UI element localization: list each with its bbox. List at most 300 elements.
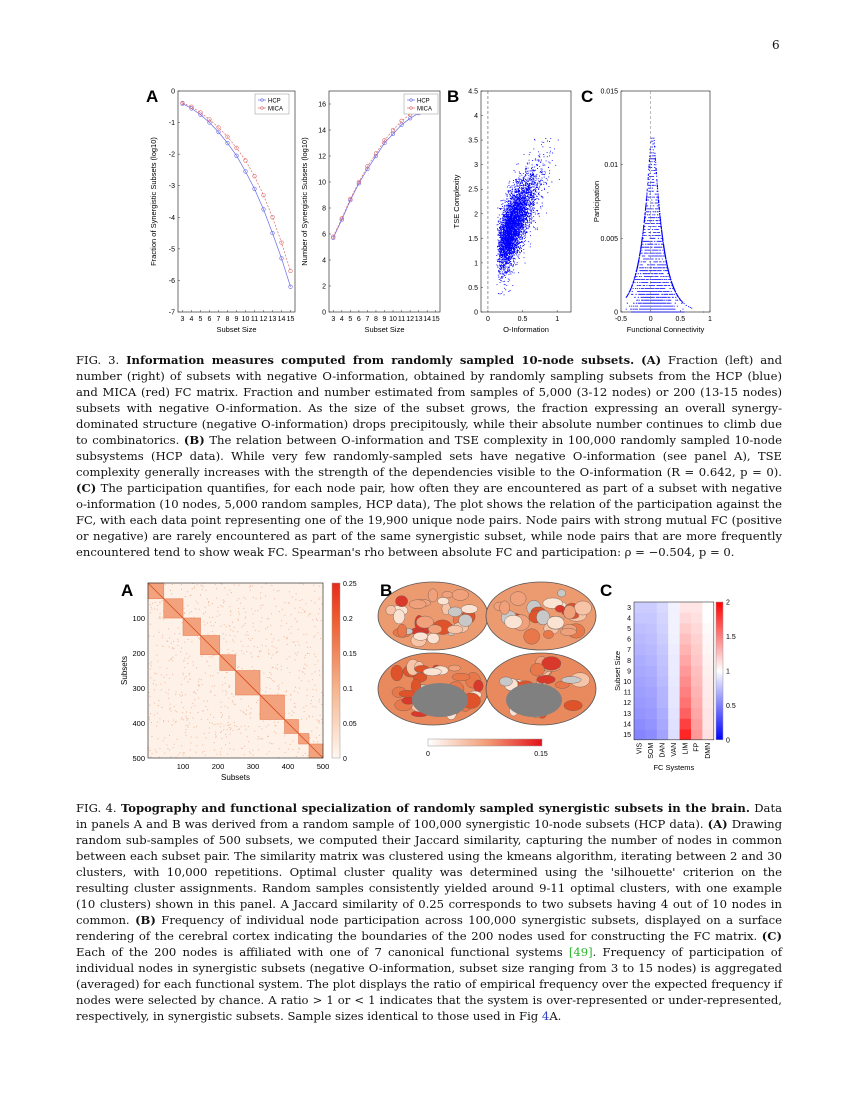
plot-3c-ytick-label: 0: [614, 309, 618, 317]
plot-4c-cell: [680, 697, 692, 708]
plot-4c-cell: [645, 634, 657, 645]
plot-3c-xtick-label: -0.5: [614, 316, 628, 323]
plot-4c-col-label: DAN: [659, 742, 667, 758]
cortical-parcel: [564, 605, 576, 619]
plot-4c-cell: [702, 729, 714, 740]
plot-4c-cell: [657, 623, 669, 634]
plot-4c-cell: [645, 719, 657, 730]
plot-3a-left-series-HCP: [183, 104, 291, 287]
plot-4c-cell: [668, 602, 680, 613]
plot-4a-xtick-label: 300: [246, 762, 260, 771]
plot-4c-col-label: VIS: [636, 742, 644, 755]
citation-49[interactable]: [49]: [568, 945, 593, 959]
plot-3a-left-point-MICA: [289, 269, 293, 273]
plot-3a-right-ytick-label: 2: [322, 283, 326, 291]
plot-4c-cell: [634, 697, 646, 708]
plot-4c-cell: [645, 697, 657, 708]
plot-4c-cell: [691, 602, 703, 613]
plot-3a-left-axes-frame: [178, 91, 295, 312]
plot-4c-cell: [691, 623, 703, 634]
plot-3a-right-ylabel: Number of Synergistic Subsets (log10): [300, 137, 309, 266]
cortical-parcel: [505, 615, 523, 628]
cortical-parcel: [560, 628, 576, 636]
plot-3a-right-xtick-label: 3: [331, 316, 336, 323]
plot-3a-right-xtick-label: 7: [365, 316, 370, 323]
plot-4c-cell: [657, 613, 669, 624]
fig4-body-c3: A.: [549, 1009, 562, 1023]
plot-4c-cell: [680, 613, 692, 624]
plot-3a-right-ytick-label: 6: [322, 231, 326, 239]
plot-4c-row-label: 12: [623, 700, 631, 708]
plot-4a-xlabel: Subsets: [221, 773, 250, 782]
plot-4c-cell: [645, 613, 657, 624]
plot-4c-cell: [645, 729, 657, 740]
fig3-label: FIG. 3.: [76, 353, 120, 367]
plot-4c-cell: [634, 676, 646, 687]
plot-4c-cell: [634, 623, 646, 634]
plot-4c-cell: [657, 602, 669, 613]
cortical-parcel: [393, 610, 404, 624]
cortical-parcel: [543, 630, 553, 638]
cortical-parcel: [449, 665, 461, 671]
plot-4a-ytick-label: 500: [132, 754, 145, 763]
plot-4a-xtick-label: 400: [281, 762, 295, 771]
plot-4c-cell: [634, 602, 646, 613]
plot-4c-row-label: 15: [623, 732, 631, 739]
fig4-b-label: (B): [135, 913, 156, 927]
panel-letter-3a: A: [146, 87, 159, 106]
plot-4a-cbar-tick: 0.15: [343, 651, 357, 658]
plot-4c-cell: [657, 687, 669, 698]
plot-4c-col-label: SOM: [648, 742, 656, 759]
plot-3c-ytick-label: 0.015: [600, 88, 618, 96]
plot-3a-left-ytick-label: -5: [168, 246, 175, 254]
plot-4a-colorbar: [332, 583, 340, 758]
fig4-body-a: Drawing random sub-samples of 500 subsets, we computed their Jaccard similarity, capturing the number of nodes in common between each subset pair. The similarity matrix was clustered using the kmeans algorithm, iterating between 2 and 30 clusters, with 10,000 repetitions. Optimal cluster quality was determined using the 'silhouette' criterion on the resulting cluster assignments. Random samples consistently yielded around 9-11 optimal clusters, with one example (10 clusters) shown in this panel. A Jaccard similarity of 0.25 corresponds to two subsets having 4 out of 10 nodes in common.: [76, 817, 782, 927]
plot-3a-left-ytick-label: -1: [168, 120, 175, 128]
plot-4c-cell: [691, 666, 703, 677]
plot-4c-cell: [645, 687, 657, 698]
plot-3a-left-xtick-label: 10: [241, 316, 250, 323]
plot-4c-cell: [634, 708, 646, 719]
cortical-parcel: [409, 600, 426, 609]
cbar-4b-tick-0: 0: [426, 751, 430, 758]
plot-3c-points: [626, 138, 704, 312]
plot-4c-cell: [657, 644, 669, 655]
plot-4c-cell: [691, 644, 703, 655]
plot-4c-col-label: VAN: [670, 742, 678, 757]
plot-4c-cell: [691, 655, 703, 666]
plot-4c-cell: [668, 655, 680, 666]
plot-3a-left-ytick-label: -2: [168, 151, 175, 159]
plot-3a-right-xtick-label: 9: [382, 316, 387, 323]
plot-4a-cbar-tick: 0.1: [343, 686, 353, 693]
plot-4c-cell: [691, 613, 703, 624]
plot-3a-right-point-MICA: [400, 119, 404, 123]
plot-4c-row-label: 4: [627, 615, 631, 623]
figure-3-caption: [76, 352, 782, 560]
cortical-parcel: [448, 607, 462, 617]
plot-4c-cell: [691, 697, 703, 708]
cortical-parcel: [423, 668, 441, 676]
cortical-parcel: [413, 632, 427, 640]
plot-3a-right-ytick-label: 0: [322, 309, 326, 317]
plot-4c-cbar-tick: 0: [726, 737, 730, 745]
cortical-parcel: [474, 680, 484, 692]
plot-3a-left-point-MICA: [262, 193, 266, 197]
plot-4c-row-label: 11: [623, 689, 631, 697]
plot-4c-cell: [634, 729, 646, 740]
plot-3b-ytick-label: 1: [474, 260, 478, 268]
fig4-title: Topography and functional specialization of randomly sampled synergistic subsets in the brain.: [120, 801, 750, 815]
panel-letter-3c: C: [581, 87, 594, 106]
plot-4c-cbar-tick: 1.5: [726, 633, 736, 641]
plot-4c-cell: [668, 697, 680, 708]
plot-4c-cell: [680, 602, 692, 613]
plot-4c-cell: [657, 676, 669, 687]
plot-4c-cell: [634, 634, 646, 645]
plot-4c-row-label: 10: [623, 679, 631, 686]
plot-4c-cell: [702, 666, 714, 677]
plot-4c-cell: [680, 729, 692, 740]
plot-4c-row-label: 8: [627, 657, 631, 665]
plot-4c-cbar-tick: 1: [726, 668, 730, 676]
plot-3a-left-ytick-label: -7: [168, 309, 175, 317]
plot-3a-left-xtick-label: 13: [268, 316, 277, 323]
plot-4c-row-label: 14: [623, 721, 631, 729]
fig4-body-c2: . Frequency of participation of individual nodes in synergistic subsets (negative O-information, subset size ranging from 3 to 15 nodes) is aggregated (averaged) for each functional system. The plot displays the ratio of empirical frequency over the expected frequency if nodes were selected by chance. A ratio > 1 or < 1 indicates that the system is over-represented or under-represented, respectively, in synergistic subsets. Sample sizes identical to those used in Fig: [76, 945, 782, 1023]
plot-3c-xtick-label: 0: [648, 316, 653, 323]
plot-4c-cell: [680, 623, 692, 634]
plot-3a-left-xtick-label: 8: [225, 316, 230, 323]
plot-3c-ytick-label: 0.01: [604, 162, 618, 170]
plot-3a-left-xtick-label: 9: [234, 316, 239, 323]
plot-4c-cell: [691, 634, 703, 645]
plot-3b-ytick-label: 2.5: [468, 186, 478, 194]
plot-3c-ytick-label: 0.005: [600, 235, 618, 243]
plot-4c-cell: [645, 655, 657, 666]
plot-4c-row-label: 9: [627, 668, 631, 676]
cortical-parcel: [564, 700, 582, 710]
plot-4c-cell: [657, 655, 669, 666]
plot-4c-cell: [668, 634, 680, 645]
plot-4c-cell: [702, 697, 714, 708]
plot-3a-left-xtick-label: 3: [180, 316, 185, 323]
plot-3a-left-xtick-label: 6: [207, 316, 212, 323]
plot-4c-cell: [657, 719, 669, 730]
cortical-parcel: [524, 629, 540, 645]
plot-4c-col-label: LIM: [682, 742, 690, 755]
fig4-label: FIG. 4.: [76, 801, 117, 815]
cortical-parcel: [391, 665, 403, 681]
plot-4c-xlabel: FC Systems: [653, 762, 695, 772]
plot-4c-cell: [657, 697, 669, 708]
fig-ref-4[interactable]: 4: [541, 1009, 550, 1023]
plot-4c-cell: [634, 613, 646, 624]
plot-4c-cell: [680, 634, 692, 645]
plot-3a-left-legend-label: MICA: [268, 106, 283, 113]
cortical-parcel: [396, 596, 408, 607]
plot-3a-right-xtick-label: 12: [406, 316, 415, 323]
cortical-parcel: [398, 624, 407, 637]
panel-letter-4a: A: [121, 581, 134, 600]
plot-4c-cell: [702, 719, 714, 730]
plot-4c-cell: [645, 602, 657, 613]
fig3-body-b: The relation between O-information and TSE complexity in 100,000 randomly sampled 10-node subsystems (HCP data). While very few randomly-sampled sets have negative O-information (see panel A), TSE complexity generally increases with the strength of the dependencies visible to the O-information (R = 0.642, p = 0).: [76, 433, 782, 479]
plot-3a-left-series-MICA: [183, 103, 291, 271]
plot-3a-left-xtick-label: 11: [250, 316, 259, 323]
fig4-c-label: (C): [761, 929, 782, 943]
plot-3a-left-xlabel: Subset Size: [216, 325, 257, 334]
plot-4c-cell: [680, 644, 692, 655]
plot-4c-cell: [680, 655, 692, 666]
plot-4a-cbar-tick: 0: [343, 756, 347, 763]
plot-3a-right-xtick-label: 5: [348, 316, 353, 323]
plot-4c-cell: [702, 676, 714, 687]
figure-4: [0, 572, 850, 782]
plot-4c-cell: [634, 687, 646, 698]
plot-4c-cell: [680, 708, 692, 719]
plot-4c-cell: [680, 666, 692, 677]
fig3-c-label: (C): [76, 481, 97, 495]
plot-3a-left-xtick-label: 5: [198, 316, 203, 323]
plot-4c-cell: [645, 708, 657, 719]
plot-3a-right-xtick-label: 14: [423, 316, 432, 323]
plot-3a-right-xtick-label: 15: [431, 316, 440, 323]
plot-4a-ytick-label: 100: [132, 614, 145, 623]
plot-3b-ytick-label: 1.5: [468, 235, 478, 243]
plot-3b-ytick-label: 3: [474, 162, 478, 170]
plot-3b-xtick-label: 1: [555, 316, 560, 323]
plot-3a-right-xtick-label: 13: [414, 316, 423, 323]
plot-3a-left-point-MICA: [244, 159, 248, 163]
chart-fc-systems: [613, 600, 736, 772]
plot-4c-cell: [668, 644, 680, 655]
plot-3a-left-xtick-label: 7: [216, 316, 221, 323]
plot-4c-cell: [702, 623, 714, 634]
fig3-body-c: The participation quantifies, for each node pair, how often they are encountered as part of a subset with negative o-information (10 nodes, 5,000 random samples, HCP data), The plot shows the relation of the participation against the FC, with each data point representing one of the 19,900 unique node pairs. Node pairs with strong mutual FC (positive or negative) are rarely encountered as part of the same synergistic subset, while node pairs that are more frequently encountered tend to show weak FC. Spearman's rho between absolute FC and participation: ρ = −0.504, p = 0.: [76, 481, 782, 559]
plot-3a-right-ytick-label: 14: [318, 127, 326, 135]
plot-4c-cell: [657, 708, 669, 719]
plot-3b-ytick-label: 3.5: [468, 137, 478, 145]
plot-3a-right-series-HCP: [333, 107, 435, 238]
plot-3a-left-ytick-label: 0: [171, 88, 175, 96]
plot-4c-cell: [634, 655, 646, 666]
plot-4c-cell: [668, 719, 680, 730]
panel-letter-3b: B: [447, 87, 460, 106]
plot-4c-cell: [668, 729, 680, 740]
plot-4a-ytick-label: 400: [132, 719, 145, 728]
plot-4c-cell: [668, 708, 680, 719]
plot-4c-cell: [680, 719, 692, 730]
plot-3a-left-ytick-label: -6: [168, 277, 175, 285]
fig4-body-c1: Each of the 200 nodes is affiliated with one of 7 canonical functional systems: [76, 945, 569, 959]
plot-4c-cell: [668, 623, 680, 634]
fig3-body-a: Fraction (left) and number (right) of subsets with negative O-information, obtained by randomly sampling subsets from the HCP (blue) and MICA (red) FC matrix. Fraction and number estimated from samples of 5,000 (3-12 nodes) or 200 (13-15 nodes) subsets with negative O-information. As the size of the subset grows, the fraction expressing an overall synergy-dominated structure (negative O-information) drops precipitously, while their absolute number continues to climb due to combinatorics.: [76, 353, 783, 447]
plot-4c-cell: [691, 708, 703, 719]
plot-3a-right-ytick-label: 8: [322, 205, 326, 213]
cortical-parcel: [459, 614, 473, 626]
cortical-parcel: [428, 625, 442, 634]
plot-4c-cell: [680, 676, 692, 687]
plot-3a-right-legend-label: MICA: [417, 106, 432, 113]
medial-wall-left: [412, 683, 468, 717]
plot-3a-right-ytick-label: 16: [318, 101, 326, 109]
plot-3a-right-xtick-label: 4: [339, 316, 344, 323]
cbar-4b-tick-1: 0.15: [534, 751, 548, 758]
cortical-parcel: [537, 675, 556, 684]
cortical-parcel: [542, 657, 561, 671]
plot-4c-cell: [668, 666, 680, 677]
plot-4c-cell: [645, 666, 657, 677]
plot-3a-left-ytick-label: -3: [168, 183, 175, 191]
plot-4c-cell: [702, 708, 714, 719]
cortical-parcel: [447, 625, 463, 633]
panel-letter-4b: B: [380, 581, 393, 600]
fig4-intro: Data in panels A and B was derived from a random sample of 100,000 synergistic 10-node subsets (HCP data).: [76, 801, 783, 831]
plot-4c-cell: [691, 729, 703, 740]
plot-3a-right-xtick-label: 11: [397, 316, 406, 323]
plot-3b-ytick-label: 4.5: [468, 88, 478, 96]
plot-3a-right-ytick-label: 10: [318, 179, 326, 187]
cortical-parcel: [452, 589, 469, 600]
cortical-parcel: [438, 597, 449, 604]
plot-3c-xlabel: Functional Connectivity: [626, 325, 705, 334]
plot-3b-ytick-label: 0.5: [468, 284, 478, 292]
plot-4c-cell: [668, 687, 680, 698]
plot-4c-cell: [657, 666, 669, 677]
cortical-parcel: [499, 677, 512, 686]
plot-3a-left-point-MICA: [253, 174, 257, 178]
plot-3a-right-legend-label: HCP: [417, 98, 430, 105]
plot-4a-ytick-label: 300: [132, 684, 145, 693]
cortical-parcel: [427, 633, 439, 644]
medial-wall-right: [506, 683, 562, 717]
plot-3b-points: [496, 139, 560, 295]
plot-3a-left-xtick-label: 14: [277, 316, 286, 323]
cortical-parcel: [555, 605, 565, 612]
plot-4a-ytick-label: 200: [132, 649, 145, 658]
plot-4c-cell: [680, 687, 692, 698]
plot-3a-left-xtick-label: 15: [286, 316, 295, 323]
fig3-b-label: (B): [183, 433, 205, 447]
cortical-parcel: [530, 663, 544, 676]
plot-4a-xtick-label: 200: [211, 762, 225, 771]
plot-3a-right-axes-frame: [329, 91, 440, 312]
plot-4c-cell: [702, 634, 714, 645]
cortical-parcel: [547, 616, 564, 629]
plot-4c-cbar-tick: 0.5: [726, 702, 736, 710]
plot-4c-col-label: FP: [693, 742, 701, 752]
plot-4c-cell: [645, 676, 657, 687]
plot-3a-right-point-MICA: [374, 152, 378, 156]
cortical-parcel: [428, 589, 438, 602]
plot-4c-cell: [657, 634, 669, 645]
plot-4a-cbar-tick: 0.05: [343, 721, 357, 728]
fig3-a-label: (A): [641, 353, 662, 367]
plot-4a-cbar-tick: 0.2: [343, 616, 353, 623]
figure-3: [0, 80, 850, 340]
plot-3b-axes-frame: [481, 91, 571, 312]
cortical-parcel: [452, 673, 470, 681]
figure-4-caption: [76, 800, 782, 1024]
fig3-title: Information measures computed from randomly sampled 10-node subsets.: [126, 353, 635, 367]
plot-4c-cell: [702, 687, 714, 698]
plot-3a-left-ylabel: Fraction of Synergistic Subsets (log10): [149, 137, 158, 266]
plot-4c-cbar-tick: 2: [726, 599, 730, 607]
plot-3a-right-xtick-label: 10: [389, 316, 397, 323]
plot-4c-col-label: DMN: [705, 742, 713, 759]
plot-3a-right-series-MICA: [333, 100, 435, 237]
plot-3a-left-point-MICA: [271, 215, 275, 219]
plot-4a-ylabel: Subsets: [120, 656, 129, 685]
fig4-body-b: Frequency of individual node participation across 100,000 synergistic subsets, displayed on a surface rendering of the cerebral cortex indicating the boundaries of the 200 nodes used for constructing the FC matrix.: [76, 913, 782, 943]
plot-3a-right-ytick-label: 12: [318, 153, 326, 161]
plot-4c-row-label: 13: [623, 710, 631, 718]
plot-4a-xtick-label: 100: [176, 762, 190, 771]
plot-3c-xtick-label: 1: [708, 316, 712, 323]
plot-4a-cbar-tick: 0.25: [343, 581, 357, 588]
plot-3b-ytick-label: 0: [474, 309, 478, 317]
plot-3c-ylabel: Participation: [592, 180, 601, 223]
plot-4c-cell: [657, 729, 669, 740]
plot-4c-cell: [645, 644, 657, 655]
plot-4c-cell: [691, 676, 703, 687]
plot-3b-xtick-label: 0: [485, 316, 490, 323]
plot-4c-cell: [702, 644, 714, 655]
plot-3a-right-ytick-label: 4: [322, 257, 326, 265]
plot-4c-row-label: 3: [627, 604, 631, 612]
plot-4c-row-label: 7: [627, 647, 631, 655]
chart-participation-vs-fc: [592, 89, 712, 335]
cortical-parcel: [510, 592, 526, 606]
plot-4c-cell: [702, 613, 714, 624]
plot-3a-left-point-MICA: [199, 111, 203, 115]
plot-3b-xlabel: O-Information: [503, 325, 549, 334]
plot-4a-xtick-label: 500: [316, 762, 330, 771]
plot-3a-left-xtick-label: 12: [259, 316, 268, 323]
plot-4c-cell: [634, 666, 646, 677]
plot-3c-xtick-label: 0.5: [675, 316, 686, 323]
fig4-a-label: (A): [707, 817, 728, 831]
chart-number-synergistic: [300, 91, 440, 334]
plot-4c-cell: [691, 687, 703, 698]
plot-3b-xtick-label: 0.5: [517, 316, 528, 323]
page-number: 6: [772, 38, 780, 52]
cortical-parcel: [461, 605, 478, 614]
colorbar-4b: [428, 739, 542, 746]
chart-jaccard-similarity: [120, 581, 357, 782]
plot-4c-colorbar: [716, 602, 723, 740]
plot-4c-cell: [702, 602, 714, 613]
plot-3b-ytick-label: 2: [474, 211, 478, 219]
brain-surface-renderings: [378, 582, 596, 758]
chart-tse-vs-oinfo: [452, 89, 571, 335]
plot-3a-right-xtick-label: 8: [374, 316, 378, 323]
cortical-parcel: [442, 591, 453, 598]
plot-3a-left-ytick-label: -4: [168, 214, 175, 222]
plot-3b-ylabel: TSE Complexity: [452, 174, 461, 229]
cortical-parcel: [558, 589, 566, 597]
cortical-parcel: [561, 677, 581, 684]
cortical-parcel: [574, 601, 591, 615]
plot-3a-left-xtick-label: 4: [189, 316, 194, 323]
plot-3a-left-legend-label: HCP: [268, 98, 281, 105]
plot-4c-row-label: 5: [627, 626, 631, 633]
plot-4c-row-label: 6: [627, 636, 631, 644]
chart-fraction-synergistic: [149, 89, 295, 335]
plot-4c-cell: [645, 623, 657, 634]
